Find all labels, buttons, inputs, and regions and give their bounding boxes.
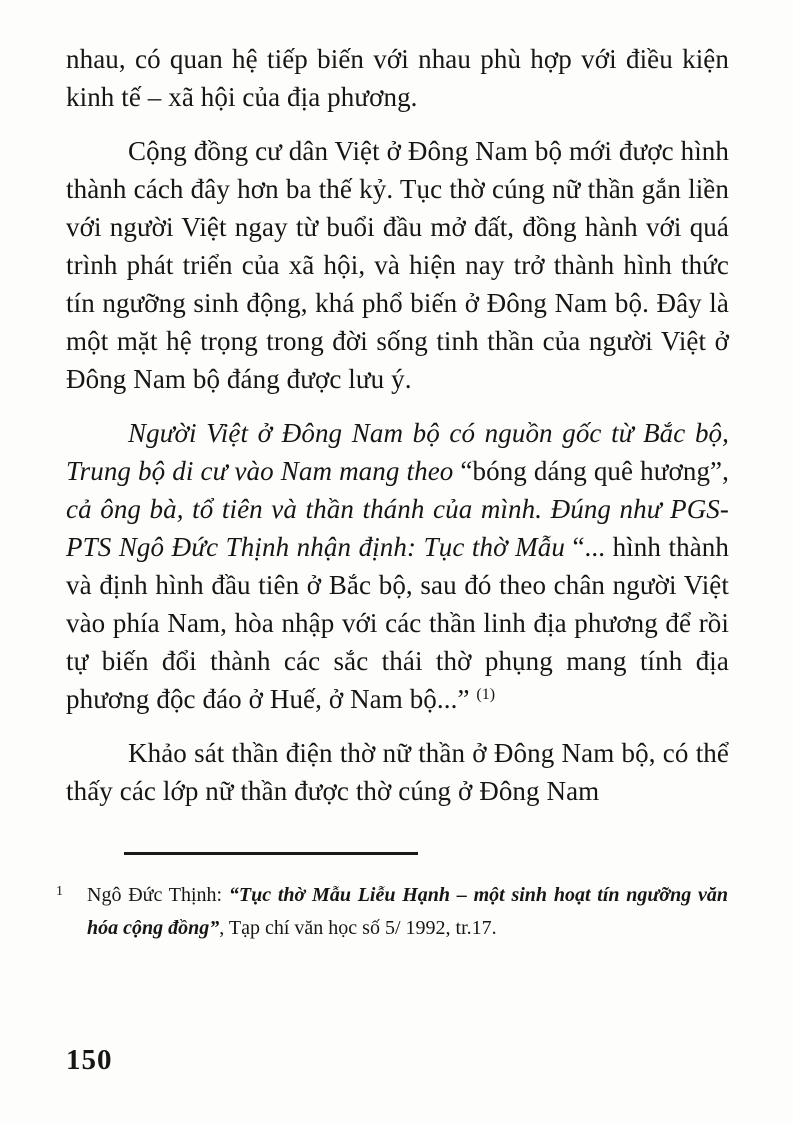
- footnote-text: [87, 879, 728, 945]
- text-run: Cộng đồng cư dân Việt ở Đông Nam bộ mới được hình thành cách đây hơn ba thế kỷ. Tục thờ cúng nữ thần gắn liền với người Việt ngay từ buổi đầu mở đất, đồng hành với quá trình phát triển của xã hội, và hiện nay trở thành hình thức tín ngưỡng sinh động, khá phổ biến ở Đông Nam bộ. Đây là một mặt hệ trọng trong đời sống tinh thần của người Việt ở Đông Nam bộ đáng được lưu ý.: [66, 136, 729, 394]
- paragraph-continuation: [66, 40, 729, 116]
- page-body: [66, 40, 729, 810]
- paragraph-community: [66, 132, 729, 398]
- footnote-divider: [124, 852, 418, 855]
- text-run-italic: cả ông bà, tổ tiên và thần thánh của mình. Đúng như PGS-PTS Ngô Đức Thịnh nhận định: Tục thờ Mẫu: [66, 494, 729, 562]
- text-run: “bóng dáng quê hương”,: [460, 456, 729, 486]
- footnote-marker: 1: [56, 884, 63, 899]
- paragraph-quotation: [66, 414, 729, 718]
- text-run: , Tạp chí văn học số 5/ 1992, tr.17.: [219, 917, 497, 939]
- footnote-reference: (1): [476, 686, 496, 703]
- footnote: [56, 879, 728, 945]
- text-run: “... hình thành và định hình đầu tiên ở Bắc bộ, sau đó theo chân người Việt vào phía Nam, hòa nhập với các thần linh địa phương để rồi tự biến đổi thành các sắc thái thờ phụng mang tính địa phương độc đáo ở Huế, ở Nam bộ...”: [66, 532, 729, 714]
- text-run-bold-italic: “Tục thờ Mẫu Liễu Hạnh – một sinh hoạt tín ngưỡng văn hóa cộng đồng”: [87, 884, 728, 939]
- paragraph-survey: [66, 734, 729, 810]
- page-number: 150: [66, 1044, 113, 1076]
- text-run: Ngô Đức Thịnh:: [87, 884, 229, 906]
- text-run-italic: Người Việt ở Đông Nam bộ có nguồn gốc từ Bắc bộ, Trung bộ di cư vào Nam mang theo: [66, 418, 729, 486]
- text-run: Khảo sát thần điện thờ nữ thần ở Đông Nam bộ, có thể thấy các lớp nữ thần được thờ cúng ở Đông Nam: [66, 738, 729, 806]
- text-run: nhau, có quan hệ tiếp biến với nhau phù hợp với điều kiện kinh tế – xã hội của địa phương.: [66, 44, 729, 112]
